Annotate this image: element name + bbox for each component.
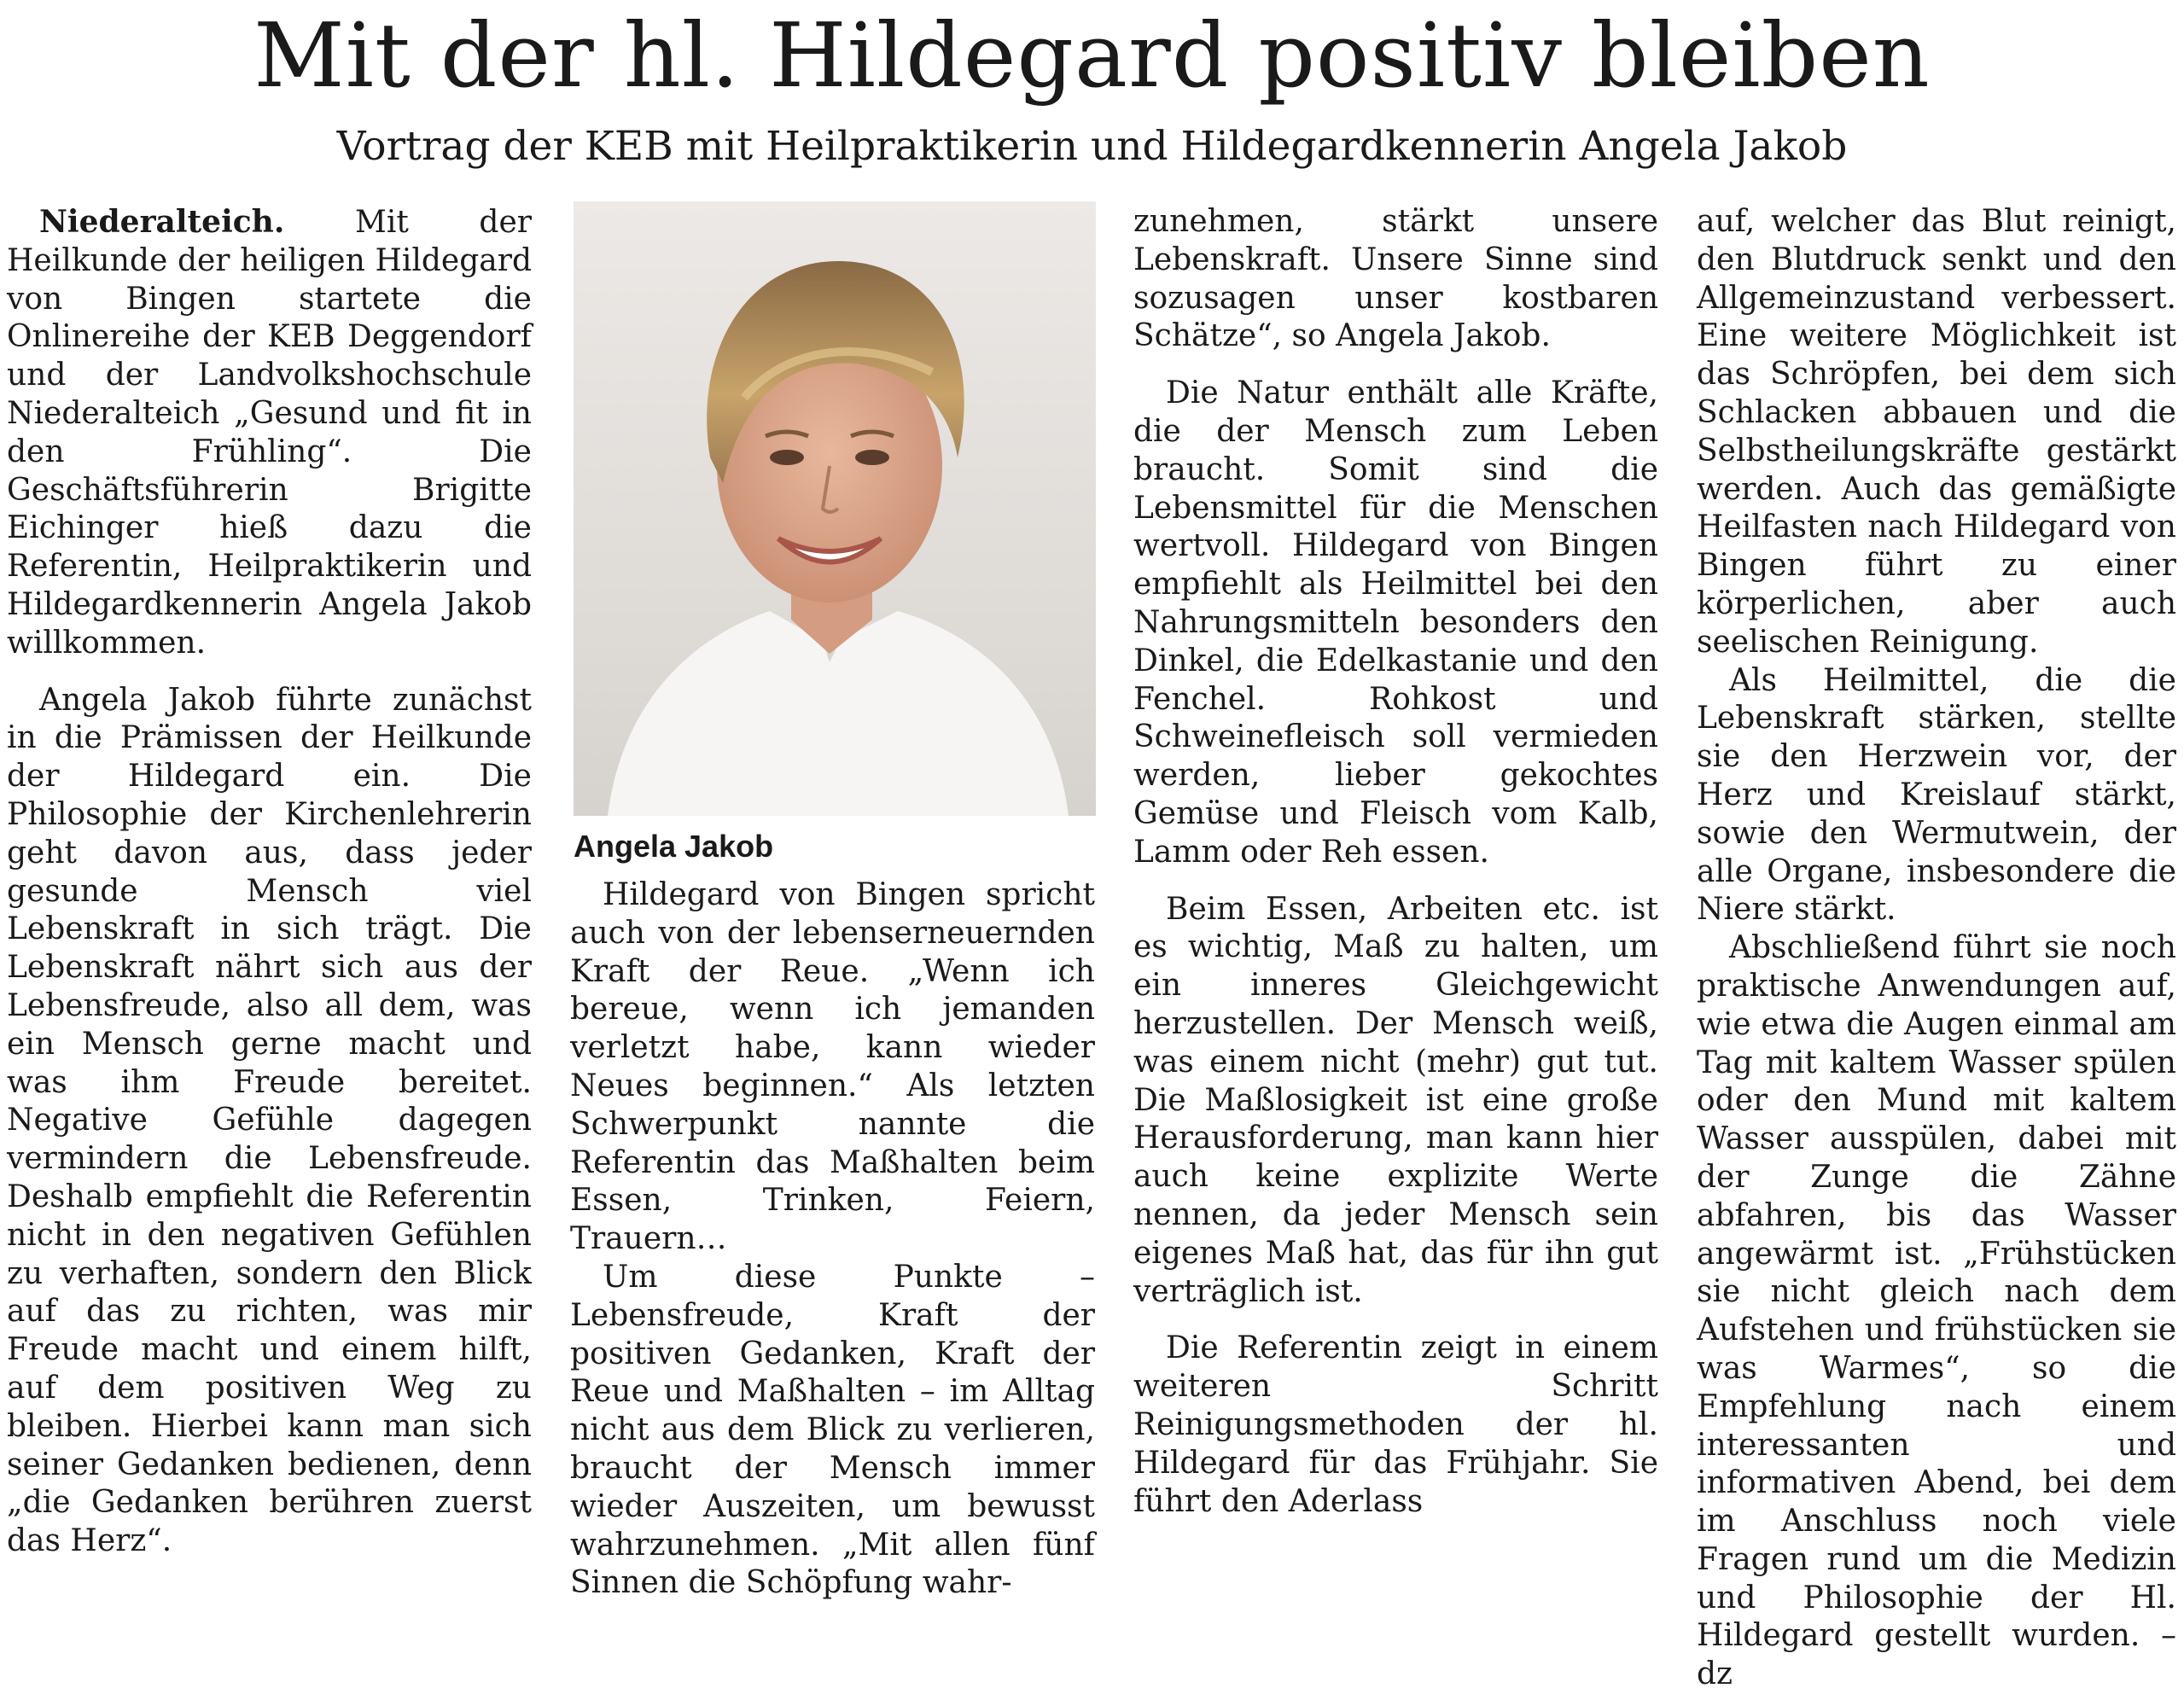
paragraph: Beim Essen, Arbeiten etc. ist es wichtig, Maß zu halten, um ein inneres Gleichgewicht herzustellen. Der Mensch weiß, was einem nicht (mehr) gut tut. Die Maßlosigkeit ist eine große Herausforderung, man kann hier auch keine explizite Werte nennen, da jeder Mensch sein eigenes Maß hat, das für ihn gut verträglich ist. [1133,891,1658,1309]
paragraph-text: Mit der Heilkunde der heiligen Hildegard von Bingen startete die Onlinereihe der KEB Deggendorf und der Landvolkshochschule Niederalteich „Gesund und fit in den Frühling“. Die Geschäftsführerin Brigitte Eichinger hieß dazu die Referentin, Heilpraktikerin und Hildegardkennerin Angela Jakob willkommen. [7,205,532,661]
article-column-1 [7,203,532,1561]
paragraph: zunehmen, stärkt unsere Lebenskraft. Unsere Sinne sind sozusagen unser kostbaren Schätze“, so Angela Jakob. [1133,204,1658,354]
article-column-2 [570,876,1095,1603]
paragraph: Die Natur enthält alle Kräfte, die der Mensch zum Leben braucht. Somit sind die Lebensmittel für die Menschen wertvoll. Hildegard von Bingen empfiehlt als Heilmittel bei den Nahrungsmitteln besonders den Dinkel, die Edelkastanie und den Fenchel. Rohkost und Schweinefleisch soll vermieden werden, lieber gekochtes Gemüse und Fleisch vom Kalb, Lamm oder Reh essen. [1133,375,1658,870]
paragraph: Als Heilmittel, die die Lebenskraft stärken, stellte sie den Herzwein vor, der Herz und Kreislauf stärkt, sowie den Wermutwein, der alle Organe, insbesondere die Niere stärkt. [1697,662,2176,928]
paragraph [7,203,532,663]
portrait-illustration [574,201,1096,816]
photo-caption: Angela Jakob [574,829,774,864]
paragraph: Hildegard von Bingen spricht auch von der lebenserneuernden Kraft der Reue. „Wenn ich bereue, wenn ich jemanden verletzt habe, kann wieder Neues beginnen.“ Als letzten Schwerpunkt nannte die Referentin das Maßhalten beim Essen, Trinken, Feiern, Trauern… [570,877,1095,1257]
article-column-4 [1697,203,2176,1694]
paragraph: Die Referentin zeigt in einem weiteren Schritt Reinigungsmethoden der hl. Hildegard für das Frühjahr. Sie führt den Aderlass [1133,1330,1658,1519]
portrait-photo [574,201,1096,816]
dateline: Niederalteich. [39,204,285,240]
paragraph: Abschließend führt sie noch praktische Anwendungen auf, wie etwa die Augen einmal am Tag mit kaltem Wasser spülen oder den Mund mit kaltem Wasser ausspülen, dabei mit der Zunge die Zähne abfahren, bis das Wasser angewärmt ist. „Frühstücken sie nicht gleich nach dem Aufstehen und frühstücken sie was Warmes“, so die Empfehlung nach einem interessanten und informativen Abend, bei dem im Anschluss noch viele Fragen rund um die Medizin und Philosophie der Hl. Hildegard gestellt wurden. – dz [1697,930,2176,1692]
paragraph: auf, welcher das Blut reinigt, den Blutdruck senkt und den Allgemeinzustand verbessert. Eine weitere Möglichkeit ist das Schröpfen, bei dem sich Schlacken abbauen und die Selbstheilungskräfte gestärkt werden. Auch das gemäßigte Heilfasten nach Hildegard von Bingen führt zu einer körperlichen, aber auch seelischen Reinigung. [1697,204,2176,660]
paragraph: Um diese Punkte – Lebensfreude, Kraft der positiven Gedanken, Kraft der Reue und Maßhalten – im Alltag nicht aus dem Blick zu verlieren, braucht der Mensch immer wieder Auszeiten, um bewusst wahrzunehmen. „Mit allen fünf Sinnen die Schöpfung wahr- [570,1259,1095,1601]
subheadline: Vortrag der KEB mit Heilpraktikerin und Hildegardkennerin Angela Jakob [336,123,1848,170]
headline: Mit der hl. Hildegard positiv bleiben [253,3,1931,108]
paragraph: Angela Jakob führte zunächst in die Prämissen der Heilkunde der Hildegard ein. Die Philosophie der Kirchenlehrerin geht davon aus, dass jeder gesunde Mensch viel Lebenskraft in sich trägt. Die Lebenskraft nährt sich aus der Lebensfreude, also all dem, was ein Mensch gerne macht und was ihm Freude bereitet. Negative Gefühle dagegen vermindern die Lebensfreude. Deshalb empfiehlt die Referentin nicht in den negativen Gefühlen zu verhaften, sondern den Blick auf das zu richten, was mir Freude macht und einem hilft, auf dem positiven Weg zu bleiben. Hierbei kann man sich seiner Gedanken bedienen, denn „die Gedanken berühren zuerst das Herz“. [7,682,532,1559]
article-column-3 [1133,203,1658,1521]
